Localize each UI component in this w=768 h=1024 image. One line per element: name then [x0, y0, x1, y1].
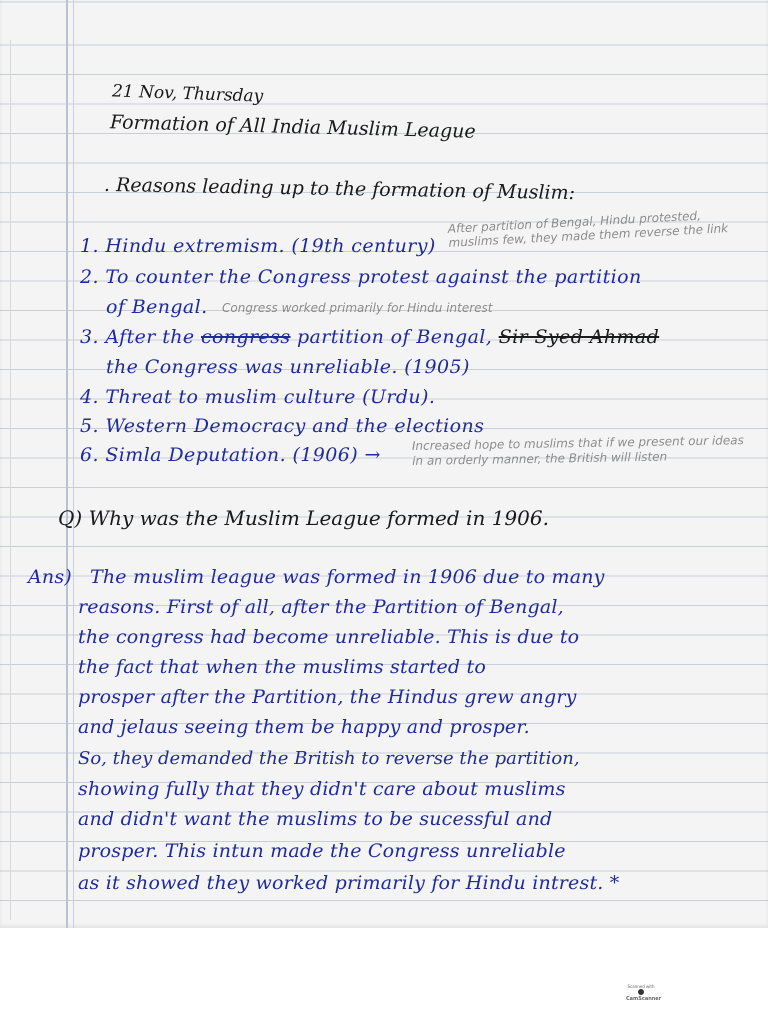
reason-2: [80, 266, 642, 288]
answer-line: the fact that when the muslims started to: [78, 656, 486, 678]
answer-line: The muslim league was formed in 1906 due to many: [90, 566, 605, 588]
reason-text: Hindu extremism. (19th century): [105, 235, 436, 257]
side-note-2: Congress worked primarily for Hindu interest: [222, 301, 493, 315]
reason-3: [80, 326, 659, 348]
watermark-line1: Scanned with: [627, 984, 655, 989]
reason-text: To counter the Congress protest against the partition: [105, 266, 642, 288]
margin-line: [66, 0, 68, 928]
page-title: Formation of All India Muslim League: [109, 111, 476, 143]
reason-text-a: After the: [105, 326, 195, 348]
reason-number: 3.: [80, 326, 99, 348]
question: [58, 506, 549, 530]
answer-line: and didn't want the muslims to be sucessful and: [78, 808, 553, 830]
reason-2-cont: of Bengal.: [106, 296, 208, 318]
watermark-brand: CamScanner: [626, 995, 662, 1002]
struck-word: congress: [200, 326, 291, 348]
answer-text: as it showed they worked primarily for Hindu intrest.: [78, 872, 604, 894]
reason-text-b: partition of Bengal,: [296, 326, 493, 348]
answer-line: So, they demanded the British to reverse the partition,: [78, 748, 580, 769]
camscanner-watermark: [626, 984, 662, 1002]
margin-line-inner: [73, 0, 74, 928]
reason-text: Threat to muslim culture (Urdu).: [105, 386, 436, 408]
watermark-line2: [626, 989, 662, 1002]
answer-line: prosper. This intun made the Congress unreliable: [78, 840, 566, 862]
arrow-icon: →: [364, 444, 381, 466]
reason-number: 4.: [80, 386, 99, 408]
page-edge: [0, 40, 11, 920]
reason-3-cont: the Congress was unreliable. (1905): [106, 356, 470, 378]
reason-4: [80, 386, 435, 408]
reason-number: 6.: [80, 444, 99, 466]
answer-line: reasons. First of all, after the Partition of Bengal,: [78, 596, 564, 618]
answer-line-last: [78, 872, 619, 894]
question-text: Why was the Muslim League formed in 1906.: [88, 506, 549, 530]
reason-number: 5.: [80, 415, 99, 437]
star-mark: *: [609, 872, 620, 894]
answer-line: prosper after the Partition, the Hindus grew angry: [78, 686, 577, 708]
side-note-1: After partition of Bengal, Hindu protested, muslims few, they made them reverse the link: [447, 208, 729, 250]
answer-label: Ans): [28, 566, 72, 588]
answer-line: showing fully that they didn't care about muslims: [78, 778, 566, 800]
reason-5: [80, 415, 484, 437]
struck-name: Sir Syed Ahmad: [498, 326, 660, 348]
side-note-6: Increased hope to muslims that if we present our ideas in an orderly manner, the British will listen: [411, 433, 744, 468]
reason-6: [80, 444, 381, 466]
question-label: Q): [58, 506, 83, 530]
reason-number: 2.: [80, 266, 99, 288]
reason-text: Western Democracy and the elections: [105, 415, 485, 437]
camscanner-icon: [638, 989, 644, 995]
reason-1: [80, 235, 436, 257]
answer-line: and jelaus seeing them be happy and prosper.: [78, 716, 530, 738]
reason-number: 1.: [80, 235, 99, 257]
answer-line: the congress had become unreliable. This is due to: [78, 626, 580, 648]
subtitle: . Reasons leading up to the formation of Muslim:: [103, 173, 576, 205]
date-heading: 21 Nov, Thursday: [111, 81, 264, 107]
reason-text: Simla Deputation. (1906): [105, 444, 359, 466]
